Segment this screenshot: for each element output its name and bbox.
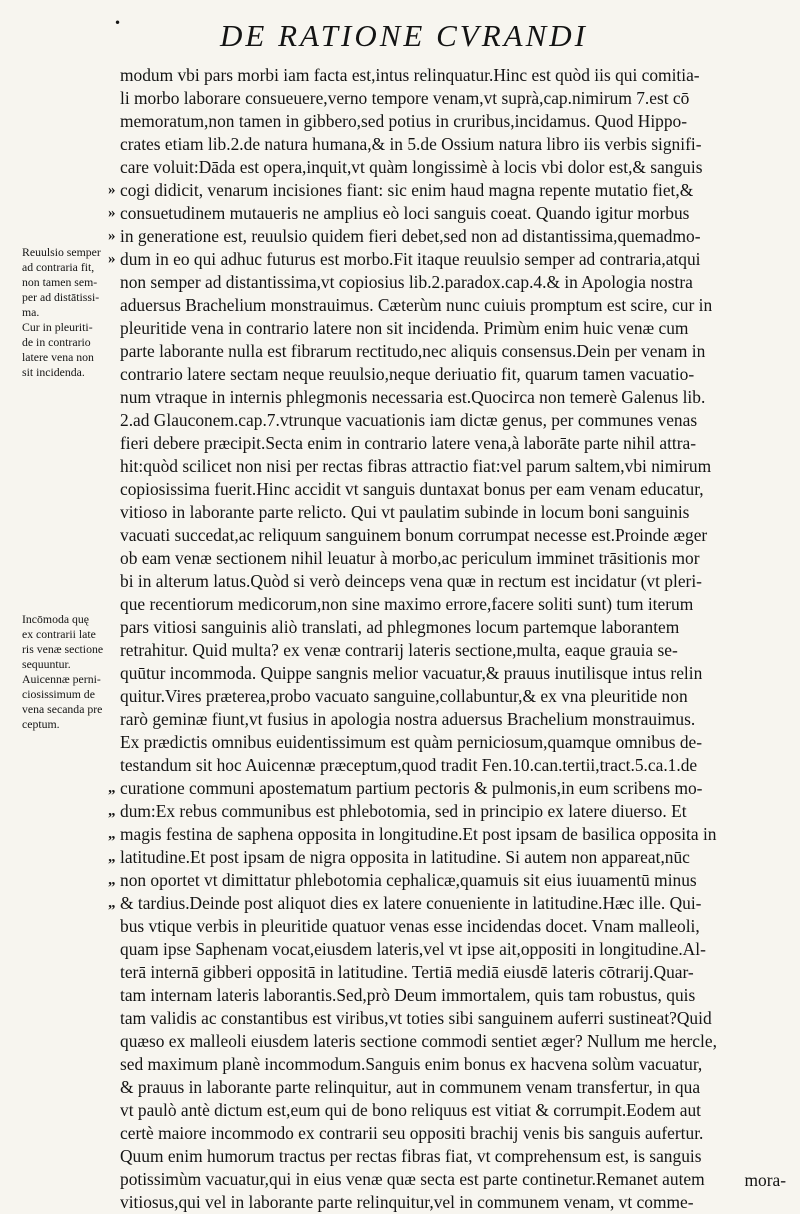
line-text: aduersus Brachelium monstrauimus. Cæterùm nunc cuiuis promptum est scire, cur in bbox=[120, 295, 713, 315]
line-text: in generatione est, reuulsio quidem fieri debet,sed non ad distantissima,quemadmo- bbox=[120, 226, 701, 246]
margin-note-line: sequuntur. bbox=[22, 657, 71, 671]
line-text: copiosissima fuerit.Hinc accidit vt sanguis duntaxat bonus per eam venam educatur, bbox=[120, 479, 704, 499]
line-text: sed maximum planè incommodum.Sanguis enim bonus ex hacvena solùm vacuatur, bbox=[120, 1054, 703, 1074]
text-line bbox=[100, 1007, 780, 1030]
text-line bbox=[100, 110, 780, 133]
line-text: ob eam venæ sectionem nihil leuatur à morbo,ac periculum imminet trāsitionis mor bbox=[120, 548, 700, 568]
text-line bbox=[100, 892, 780, 915]
quotation-mark: „ bbox=[108, 803, 116, 819]
line-text: potissimùm vacuatur,qui in eius venæ quæ secta est parte continetur.Remanet autem bbox=[120, 1169, 705, 1189]
running-head: DE RATIONE CVRANDI bbox=[220, 18, 588, 53]
line-text: vt paulò antè dictum est,eum qui de bono reliquus est vitiat & corrumpit.Eodem aut bbox=[120, 1100, 702, 1120]
text-line bbox=[100, 202, 780, 225]
line-text: fieri debere præcipit.Secta enim in contrario latere vena,à laborāte parte nihil attra- bbox=[120, 433, 697, 453]
line-text: quūtur incommoda. Quippe sangnis melior vacuatur,& prauus inutilisque intus relin bbox=[120, 663, 703, 683]
text-line bbox=[100, 455, 780, 478]
line-text: terā internā gibberi oppositā in latitudine. Tertiā mediā eiusdē lateris cōtrarij.Quar- bbox=[120, 962, 694, 982]
text-line bbox=[100, 1145, 780, 1168]
margin-note-line: non tamen sem- bbox=[22, 275, 98, 289]
text-line bbox=[100, 961, 780, 984]
text-line bbox=[100, 1168, 780, 1191]
page-mark: • bbox=[114, 16, 122, 30]
text-line bbox=[100, 248, 780, 271]
margin-note-line: vena secanda pre bbox=[22, 702, 103, 716]
text-line bbox=[100, 662, 780, 685]
text-line bbox=[100, 708, 780, 731]
text-line bbox=[100, 501, 780, 524]
text-line bbox=[100, 1191, 780, 1214]
text-line bbox=[100, 225, 780, 248]
line-text: vitiosus,qui vel in laborante parte relinquitur,vel in communem venam, vt comme- bbox=[120, 1192, 694, 1212]
text-line bbox=[100, 685, 780, 708]
line-text: Quum enim humorum tractus per rectas fibras fiat, vt comprehensum est, is sanguis bbox=[120, 1146, 702, 1166]
line-text: pars vitiosi sanguinis aliò translati, ad phlegmones locum partemque laborantem bbox=[120, 617, 680, 637]
line-text: memoratum,non tamen in gibbero,sed potius in cruribus,incidamus. Quod Hippo- bbox=[120, 111, 688, 131]
margin-note-line: Reuulsio semper bbox=[22, 245, 101, 259]
line-text: dum:Ex rebus communibus est phlebotomia, sed in principio ex latere diuerso. Et bbox=[120, 801, 687, 821]
margin-note-line: de in contrario bbox=[22, 335, 91, 349]
text-line bbox=[100, 846, 780, 869]
text-line bbox=[100, 639, 780, 662]
text-line bbox=[100, 570, 780, 593]
line-text: bus vtique verbis in pleuritide quatuor venas esse incidendas docet. Vnam malleoli, bbox=[120, 916, 700, 936]
line-text: Ex prædictis omnibus euidentissimum est quàm perniciosum,quamque omnibus de- bbox=[120, 732, 703, 752]
text-line bbox=[100, 731, 780, 754]
quotation-mark: „ bbox=[108, 826, 116, 842]
line-text: crates etiam lib.2.de natura humana,& in 5.de Ossium natura libro iis verbis signifi- bbox=[120, 134, 702, 154]
margin-note-incommoda bbox=[22, 612, 130, 732]
text-line bbox=[100, 1099, 780, 1122]
text-line bbox=[100, 363, 780, 386]
line-text: magis festina de saphena opposita in longitudine.Et post ipsam de basilica opposita in bbox=[120, 824, 717, 844]
text-line bbox=[100, 87, 780, 110]
line-text: que recentiorum medicorum,non sine maximo errore,facere soliti sunt) tum iterum bbox=[120, 594, 694, 614]
text-line bbox=[100, 156, 780, 179]
line-text: quitur.Vires præterea,probo vacuato sanguine,collabuntur,& ex vna pleuritide non bbox=[120, 686, 688, 706]
text-line bbox=[100, 984, 780, 1007]
text-line bbox=[100, 271, 780, 294]
line-text: & tardius.Deinde post aliquot dies ex latere conueniente in latitudine.Hæc ille. Qui- bbox=[120, 893, 702, 913]
text-line bbox=[100, 478, 780, 501]
line-text: modum vbi pars morbi iam facta est,intus relinquatur.Hinc est quòd iis qui comitia- bbox=[120, 65, 700, 85]
quotation-mark: „ bbox=[108, 780, 116, 796]
main-text-block bbox=[100, 64, 780, 1214]
text-line bbox=[100, 1076, 780, 1099]
quotation-mark: » bbox=[108, 182, 116, 198]
text-line bbox=[100, 915, 780, 938]
margin-note-line: per ad distātissi- bbox=[22, 290, 100, 304]
margin-note-line: latere vena non bbox=[22, 350, 94, 364]
text-line bbox=[100, 179, 780, 202]
text-line bbox=[100, 64, 780, 87]
line-text: consuetudinem mutaueris ne amplius eò loci sanguis coeat. Quando igitur morbus bbox=[120, 203, 690, 223]
text-line bbox=[100, 938, 780, 961]
text-line bbox=[100, 386, 780, 409]
text-line bbox=[100, 409, 780, 432]
margin-note-reuulsio bbox=[22, 245, 130, 380]
margin-note-line: ex contrarii late bbox=[22, 627, 96, 641]
text-line bbox=[100, 133, 780, 156]
margin-note-line: Incōmoda quę bbox=[22, 612, 90, 626]
quotation-mark: „ bbox=[108, 872, 116, 888]
text-line bbox=[100, 593, 780, 616]
margin-note-line: ad contraria fit, bbox=[22, 260, 95, 274]
line-text: non oportet vt dimittatur phlebotomia cephalicæ,quamuis sit eius iuuamentū minus bbox=[120, 870, 697, 890]
line-text: certè maiore incommodo ex contrarii seu oppositi brachij venis bis sanguis aufertur. bbox=[120, 1123, 704, 1143]
line-text: cogi didicit, venarum incisiones fiant: sic enim haud magna repente mutatio fiet,& bbox=[120, 180, 694, 200]
line-text: dum in eo qui adhuc futurus est morbo.Fit itaque reuulsio semper ad contraria,atqui bbox=[120, 249, 701, 269]
line-text: tam internam lateris laborantis.Sed,prò Deum immortalem, quis tam robustus, quis bbox=[120, 985, 696, 1005]
quotation-mark: „ bbox=[108, 895, 116, 911]
margin-note-line: ma. bbox=[22, 305, 40, 319]
line-text: vacuati succedat,ac reliquum sanguinem bonum corrumpat necesse est.Proinde æger bbox=[120, 525, 708, 545]
text-line bbox=[100, 547, 780, 570]
catchword: mora- bbox=[744, 1170, 786, 1190]
line-text: vitioso in laborante parte relicto. Qui vt paulatim subinde in locum boni sanguinis bbox=[120, 502, 690, 522]
line-text: bi in alterum latus.Quòd si verò deinceps vena quæ in rectum est incidatur (vt pleri- bbox=[120, 571, 702, 591]
quotation-mark: » bbox=[108, 205, 116, 221]
margin-note-line: Auicennæ perni- bbox=[22, 672, 101, 686]
text-line bbox=[100, 800, 780, 823]
margin-note-line: ceptum. bbox=[22, 717, 60, 731]
quotation-mark: „ bbox=[108, 849, 116, 865]
line-text: tam validis ac constantibus est viribus,vt toties sibi sanguinem auferri sustineat?Quid bbox=[120, 1008, 712, 1028]
quotation-mark: » bbox=[108, 228, 116, 244]
line-text: rarò geminæ fiunt,vt fusius in apologia nostra aduersus Brachelium monstrauimus. bbox=[120, 709, 696, 729]
text-line bbox=[100, 317, 780, 340]
text-line bbox=[100, 869, 780, 892]
quotation-mark: » bbox=[108, 251, 116, 267]
margin-note-line: ciosissimum de bbox=[22, 687, 95, 701]
text-line bbox=[100, 432, 780, 455]
line-text: 2.ad Glauconem.cap.7.vtrunque vacuationis iam dictæ genus, per communes venas bbox=[120, 410, 698, 430]
text-line bbox=[100, 1053, 780, 1076]
text-line bbox=[100, 823, 780, 846]
line-text: quam ipse Saphenam vocat,eiusdem lateris,vel vt ipse ait,oppositi in longitudine.Al- bbox=[120, 939, 706, 959]
line-text: contrario latere sectam neque reuulsio,neque deriuatio fit, quarum tamen vacuatio- bbox=[120, 364, 695, 384]
line-text: care voluit:Dāda est opera,inquit,vt quàm longissimè à locis vbi dolor est,& sanguis bbox=[120, 157, 703, 177]
text-line bbox=[100, 294, 780, 317]
line-text: num vtraque in internis phlegmonis necessaria est.Quocirca non temerè Galenus lib. bbox=[120, 387, 706, 407]
line-text: hit:quòd scilicet non nisi per rectas fibras attractio fiat:vel parum saltem,vbi nimirum bbox=[120, 456, 712, 476]
margin-note-line: Cur in pleuriti- bbox=[22, 320, 93, 334]
line-text: curatione communi apostematum partium pectoris & pulmonis,in eum scribens mo- bbox=[120, 778, 703, 798]
text-line bbox=[100, 340, 780, 363]
text-line bbox=[100, 1122, 780, 1145]
text-line bbox=[100, 754, 780, 777]
text-line bbox=[100, 616, 780, 639]
margin-note-line: sit incidenda. bbox=[22, 365, 85, 379]
line-text: testandum sit hoc Auicennæ præceptum,quod tradit Fen.10.can.tertii,tract.5.ca.1.de bbox=[120, 755, 698, 775]
margin-note-line: ris venæ sectione bbox=[22, 642, 104, 656]
line-text: quæso ex malleoli eiusdem lateris sectione commodi sentiet æger? Nullum me hercle, bbox=[120, 1031, 717, 1051]
line-text: parte laborante nulla est fibrarum rectitudo,nec aliquis consensus.Dein per venam in bbox=[120, 341, 706, 361]
line-text: pleuritide vena in contrario latere non sit incidenda. Primùm enim huic venæ cum bbox=[120, 318, 689, 338]
line-text: latitudine.Et post ipsam de nigra opposita in latitudine. Si autem non appareat,nūc bbox=[120, 847, 690, 867]
line-text: retrahitur. Quid multa? ex venæ contrarij lateris sectione,multa, eaque grauia se- bbox=[120, 640, 678, 660]
line-text: li morbo laborare consueuere,verno tempore venam,vt suprà,cap.nimirum 7.est cō bbox=[120, 88, 690, 108]
line-text: non semper ad distantissima,vt copiosius lib.2.paradox.cap.4.& in Apologia nostra bbox=[120, 272, 693, 292]
text-line bbox=[100, 524, 780, 547]
line-text: & prauus in laborante parte relinquitur, aut in communem venam transfertur, in qua bbox=[120, 1077, 701, 1097]
text-line bbox=[100, 1030, 780, 1053]
text-line bbox=[100, 777, 780, 800]
